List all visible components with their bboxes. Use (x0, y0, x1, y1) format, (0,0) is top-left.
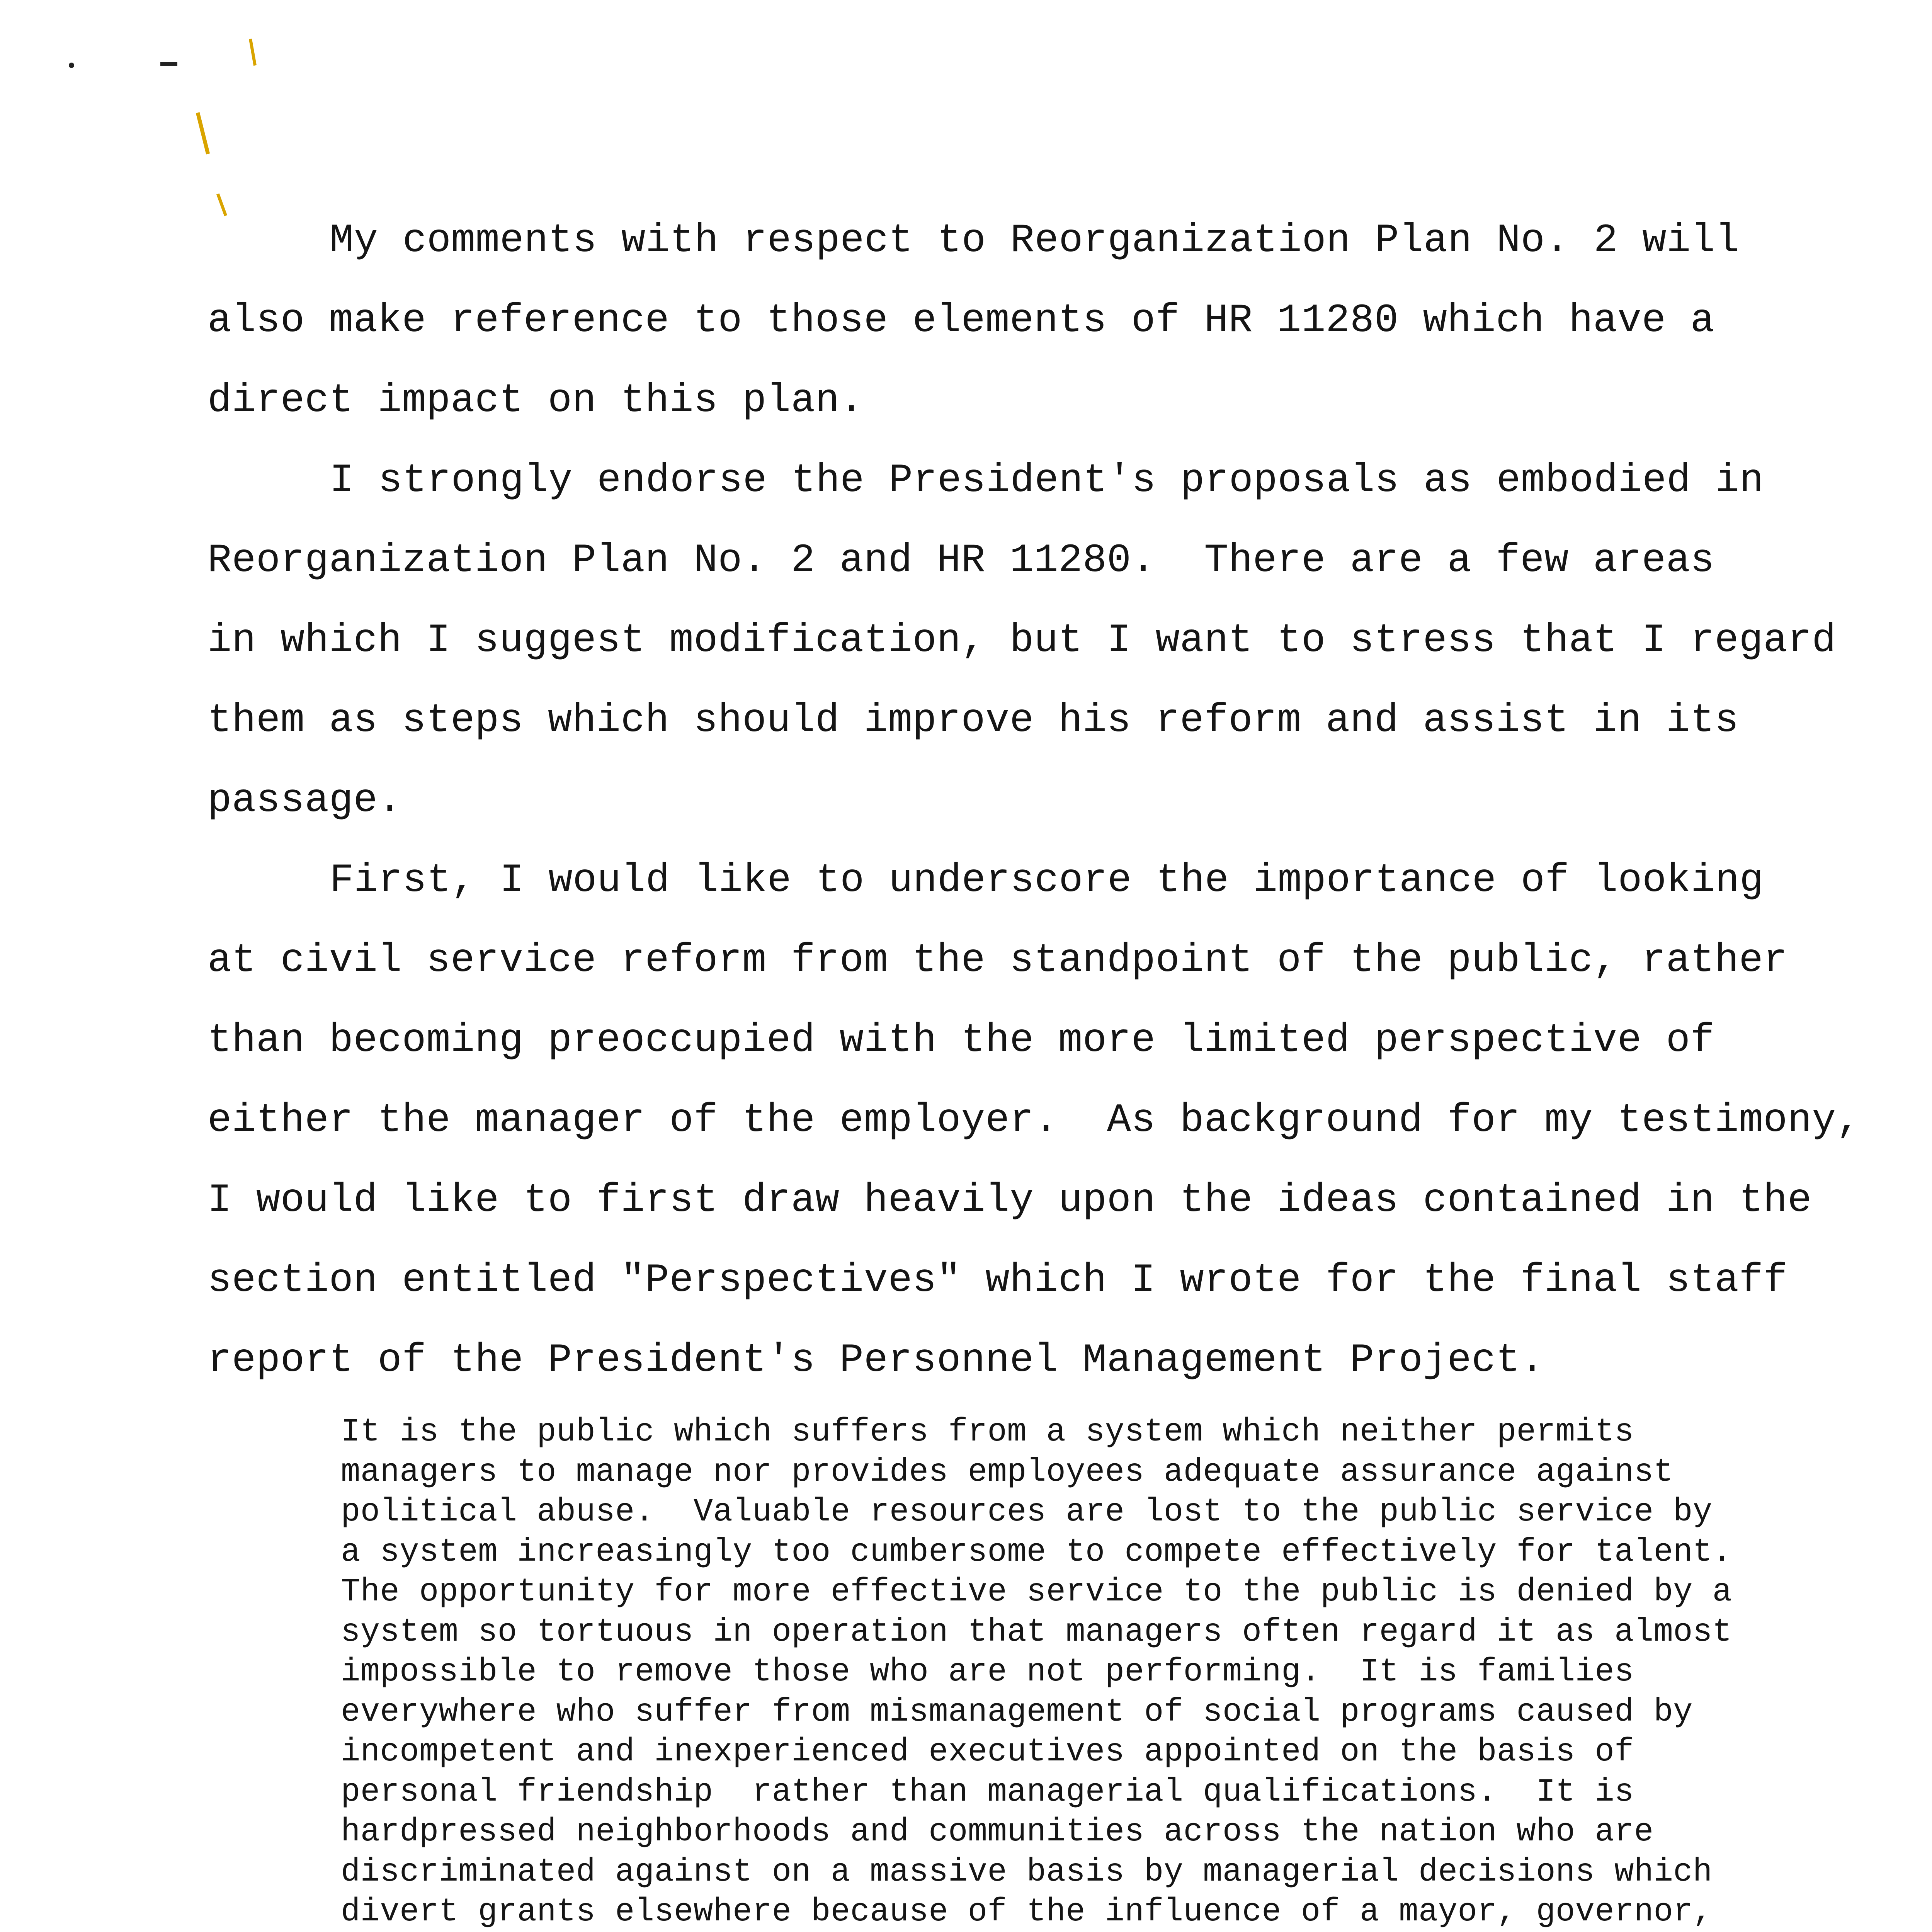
text-line: in which I suggest modification, but I want to stress that I regard (207, 618, 1836, 663)
highlighter-mark (196, 112, 210, 154)
quote-line: everywhere who suffer from mismanagement of social programs caused by (341, 1694, 1693, 1731)
paragraph-1 (207, 201, 1869, 441)
text-line: than becoming preoccupied with the more limited perspective of (207, 1018, 1715, 1063)
quote-line: a system increasingly too cumbersome to compete effectively for talent. (341, 1534, 1732, 1571)
text-line: First, I would like to underscore the importance of looking (330, 858, 1764, 903)
text-line: at civil service reform from the standpoint of the public, rather (207, 938, 1788, 983)
quote-line: managers to manage nor provides employees adequate assurance against (341, 1454, 1673, 1491)
quote-line: personal friendship rather than managerial qualifications. It is (341, 1774, 1634, 1811)
quote-line: incompetent and inexperienced executives appointed on the basis of (341, 1734, 1634, 1770)
block-quote-1 (341, 1412, 1770, 1932)
text-line: I would like to first draw heavily upon the ideas contained in the (207, 1178, 1812, 1223)
quote-line: political abuse. Valuable resources are lost to the public service by (341, 1494, 1713, 1531)
stray-dot-mark (69, 63, 74, 68)
quote-line: The opportunity for more effective service to the public is denied by a (341, 1574, 1732, 1611)
text-line: I strongly endorse the President's proposals as embodied in (330, 458, 1764, 503)
quote-line: hardpressed neighborhoods and communities across the nation who are (341, 1814, 1654, 1850)
body-text (207, 201, 1869, 1401)
text-line: passage. (207, 778, 402, 823)
text-line: also make reference to those elements of HR 11280 which have a (207, 298, 1715, 344)
text-line: My comments with respect to Reorganization Plan No. 2 will (330, 218, 1740, 264)
quote-line: It is the public which suffers from a system which neither permits (341, 1414, 1634, 1451)
quote-line: divert grants elsewhere because of the influence of a mayor, governor, (341, 1894, 1713, 1930)
text-line: report of the President's Personnel Management Project. (207, 1338, 1545, 1383)
text-line: direct impact on this plan. (207, 378, 864, 423)
text-line: section entitled "Perspectives" which I wrote for the final staff (207, 1258, 1788, 1303)
stray-dash-mark (160, 62, 177, 66)
quote-line: discriminated against on a massive basis by managerial decisions which (341, 1854, 1713, 1891)
paragraph-2 (207, 441, 1869, 841)
quote-line: system so tortuous in operation that managers often regard it as almost (341, 1614, 1732, 1651)
text-line: either the manager of the employer. As background for my testimony, (207, 1098, 1861, 1143)
text-line: them as steps which should improve his reform and assist in its (207, 698, 1739, 743)
paragraph-3 (207, 841, 1869, 1401)
text-line: Reorganization Plan No. 2 and HR 11280. There are a few areas (207, 538, 1715, 583)
highlighter-mark (249, 39, 257, 66)
quote-line: impossible to remove those who are not performing. It is families (341, 1654, 1634, 1690)
